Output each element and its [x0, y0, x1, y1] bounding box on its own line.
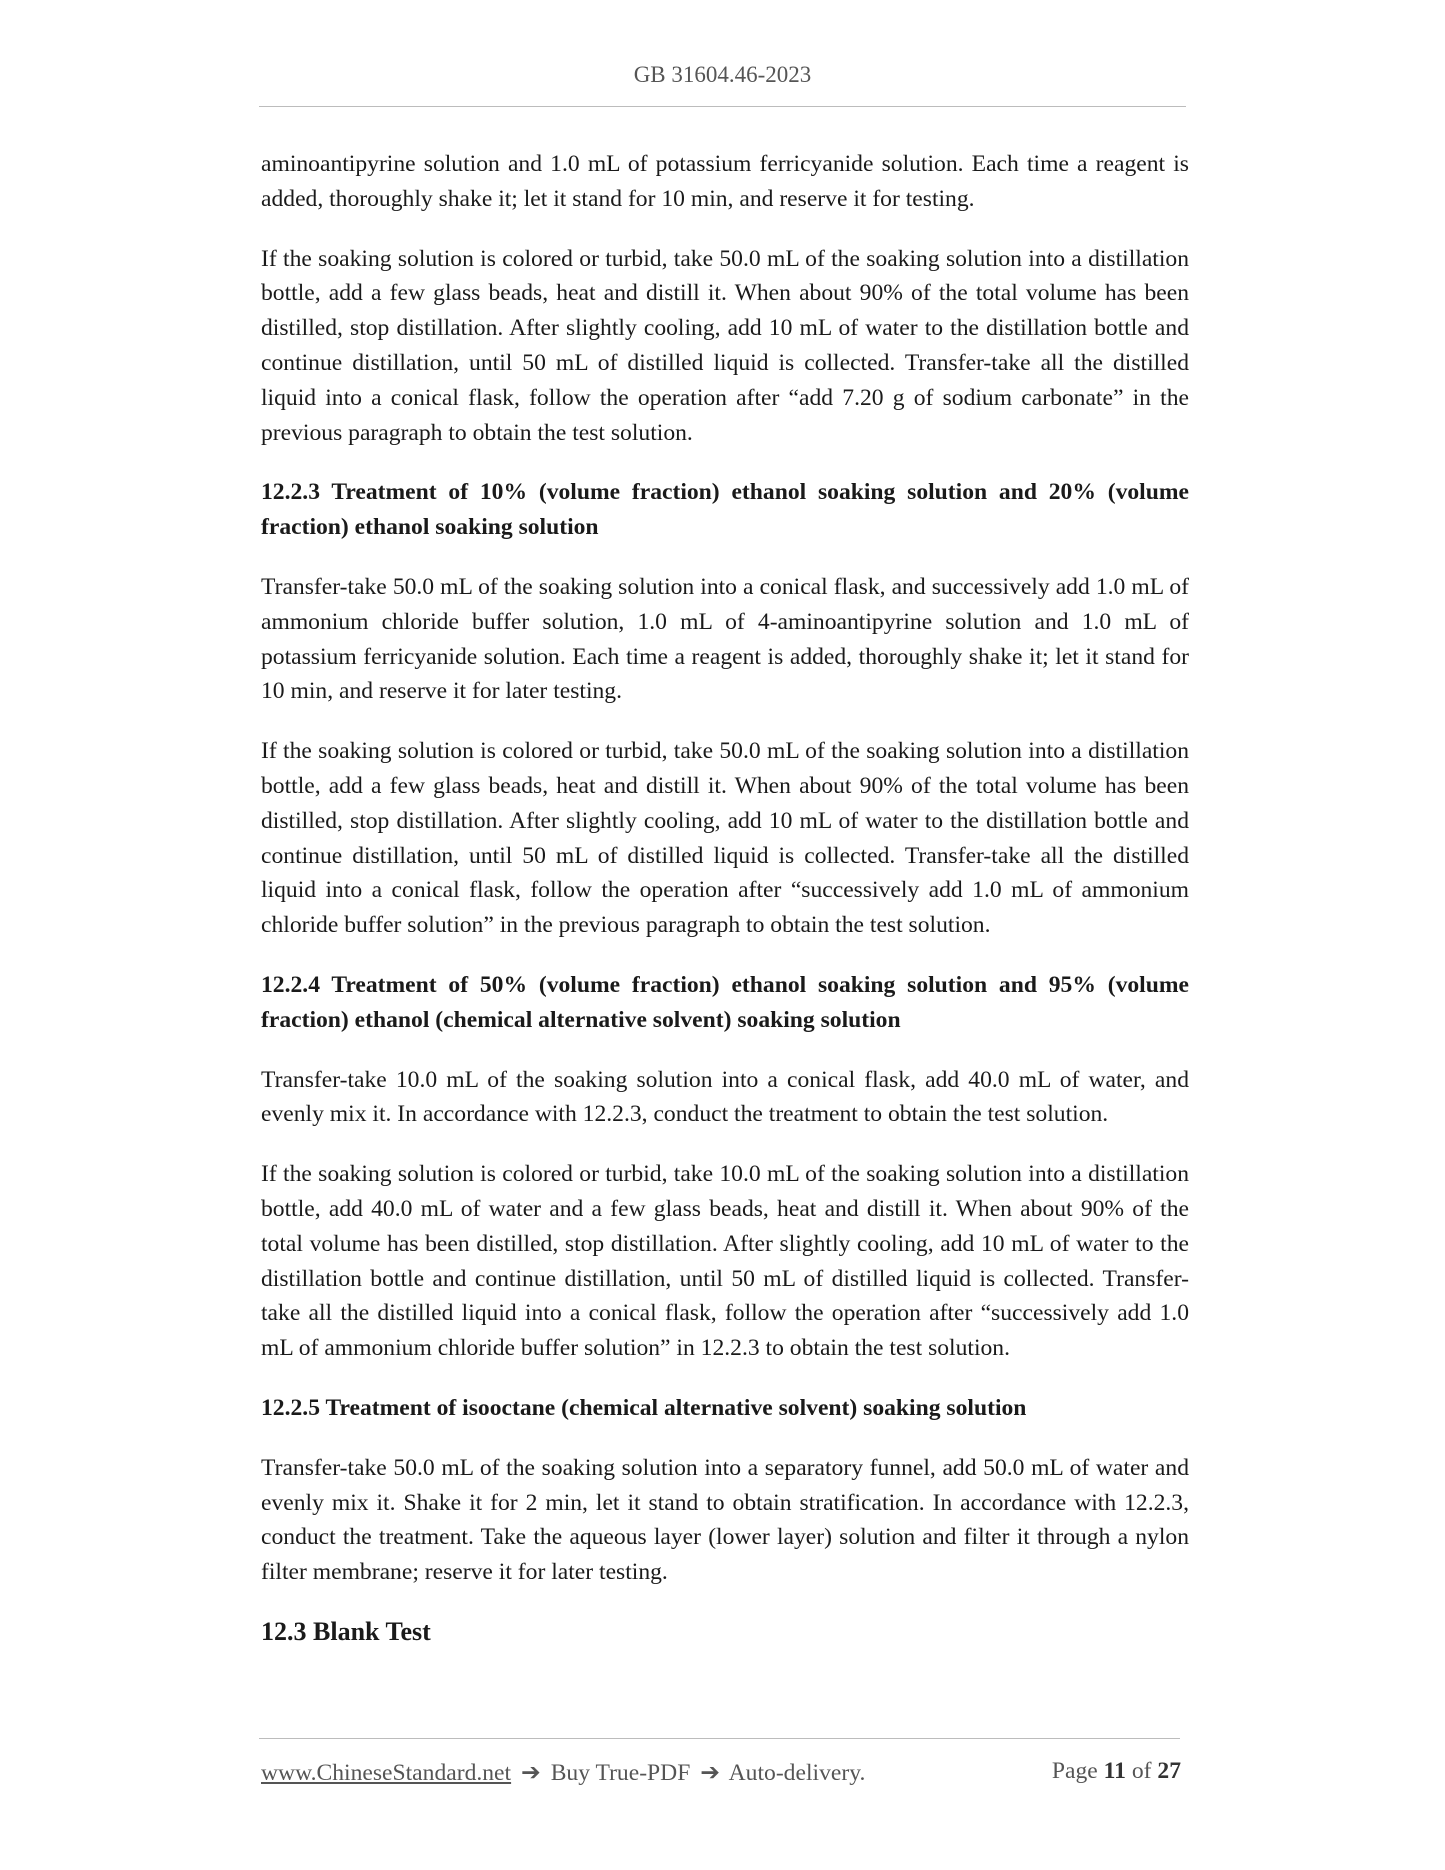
header-divider — [259, 106, 1186, 107]
paragraph-6: If the soaking solution is colored or turbid, take 10.0 mL of the soaking solution into a distillation bottle, add 40.0 mL of water and a few glass beads, heat and distill it. When about 90% of the total volume has been distilled, stop distillation. After slightly cooling, add 10 mL of water to the distillation bottle and continue distillation, until 50 mL of distilled liquid is collected. Transfer-take all the distilled liquid into a conical flask, follow the operation after “successively add 1.0 mL of ammonium chloride buffer solution” in 12.2.3 to obtain the test solution. — [261, 1161, 1189, 1362]
of-label: of — [1131, 1758, 1152, 1784]
auto-delivery-text: Auto-delivery. — [728, 1760, 866, 1786]
heading-12-2-5: 12.2.5 Treatment of isooctane (chemical alternative solvent) soaking solution — [261, 1394, 1027, 1421]
page-number — [1052, 1758, 1181, 1785]
site-link[interactable]: www.ChineseStandard.net — [261, 1760, 512, 1786]
heading-12-3: 12.3 Blank Test — [261, 1616, 431, 1646]
document-body — [261, 147, 1189, 1650]
footer-divider — [259, 1738, 1180, 1739]
paragraph-1: aminoantipyrine solution and 1.0 mL of potassium ferricyanide solution. Each time a reagent is added, thoroughly shake it; let it stand for 10 min, and reserve it for testing. — [261, 151, 1189, 212]
page-footer — [261, 1758, 1181, 1792]
buy-true-pdf-text: Buy True-PDF — [550, 1760, 691, 1786]
arrow-right-icon: ➔ — [700, 1760, 721, 1786]
paragraph-2: If the soaking solution is colored or turbid, take 50.0 mL of the soaking solution into a distillation bottle, add a few glass beads, heat and distill it. When about 90% of the total volume has been distilled, stop distillation. After slightly cooling, add 10 mL of water to the distillation bottle and continue distillation, until 50 mL of distilled liquid is collected. Transfer-take all the distilled liquid into a conical flask, follow the operation after “add 7.20 g of sodium carbonate” in the previous paragraph to obtain the test solution. — [261, 245, 1189, 446]
total-pages: 27 — [1157, 1758, 1181, 1784]
heading-12-2-4: 12.2.4 Treatment of 50% (volume fraction) ethanol soaking solution and 95% (volume fraction) ethanol (chemical alternative solvent) soaking solution — [261, 971, 1189, 1033]
current-page: 11 — [1103, 1758, 1126, 1784]
page-header — [0, 62, 1445, 88]
paragraph-3: Transfer-take 50.0 mL of the soaking solution into a conical flask, and successively add 1.0 mL of ammonium chloride buffer solution, 1.0 mL of 4-aminoantipyrine solution and 1.0 mL of potassium ferricyanide solution. Each time a reagent is added, thoroughly shake it; let it stand for 10 min, and reserve it for later testing. — [261, 573, 1189, 705]
document-id: GB 31604.46-2023 — [633, 62, 812, 87]
paragraph-5: Transfer-take 10.0 mL of the soaking solution into a conical flask, add 40.0 mL of water, and evenly mix it. In accordance with 12.2.3, conduct the treatment to obtain the test solution. — [261, 1066, 1189, 1128]
arrow-right-icon: ➔ — [521, 1760, 541, 1786]
paragraph-4: If the soaking solution is colored or turbid, take 50.0 mL of the soaking solution into a distillation bottle, add a few glass beads, heat and distill it. When about 90% of the total volume has been distilled, stop distillation. After slightly cooling, add 10 mL of water to the distillation bottle and continue distillation, until 50 mL of distilled liquid is collected. Transfer-take all the distilled liquid into a conical flask, follow the operation after “successively add 1.0 mL of ammonium chloride buffer solution” in the previous paragraph to obtain the test solution. — [261, 738, 1189, 939]
footer-promo — [261, 1758, 865, 1787]
paragraph-7: Transfer-take 50.0 mL of the soaking solution into a separatory funnel, add 50.0 mL of water and evenly mix it. Shake it for 2 min, let it stand to obtain stratification. In accordance with 12.2.3, conduct the treatment. Take the aqueous layer (lower layer) solution and filter it through a nylon filter membrane; reserve it for later testing. — [261, 1454, 1189, 1586]
heading-12-2-3: 12.2.3 Treatment of 10% (volume fraction) ethanol soaking solution and 20% (volume fraction) ethanol soaking solution — [261, 479, 1189, 541]
page-label: Page — [1051, 1758, 1098, 1784]
